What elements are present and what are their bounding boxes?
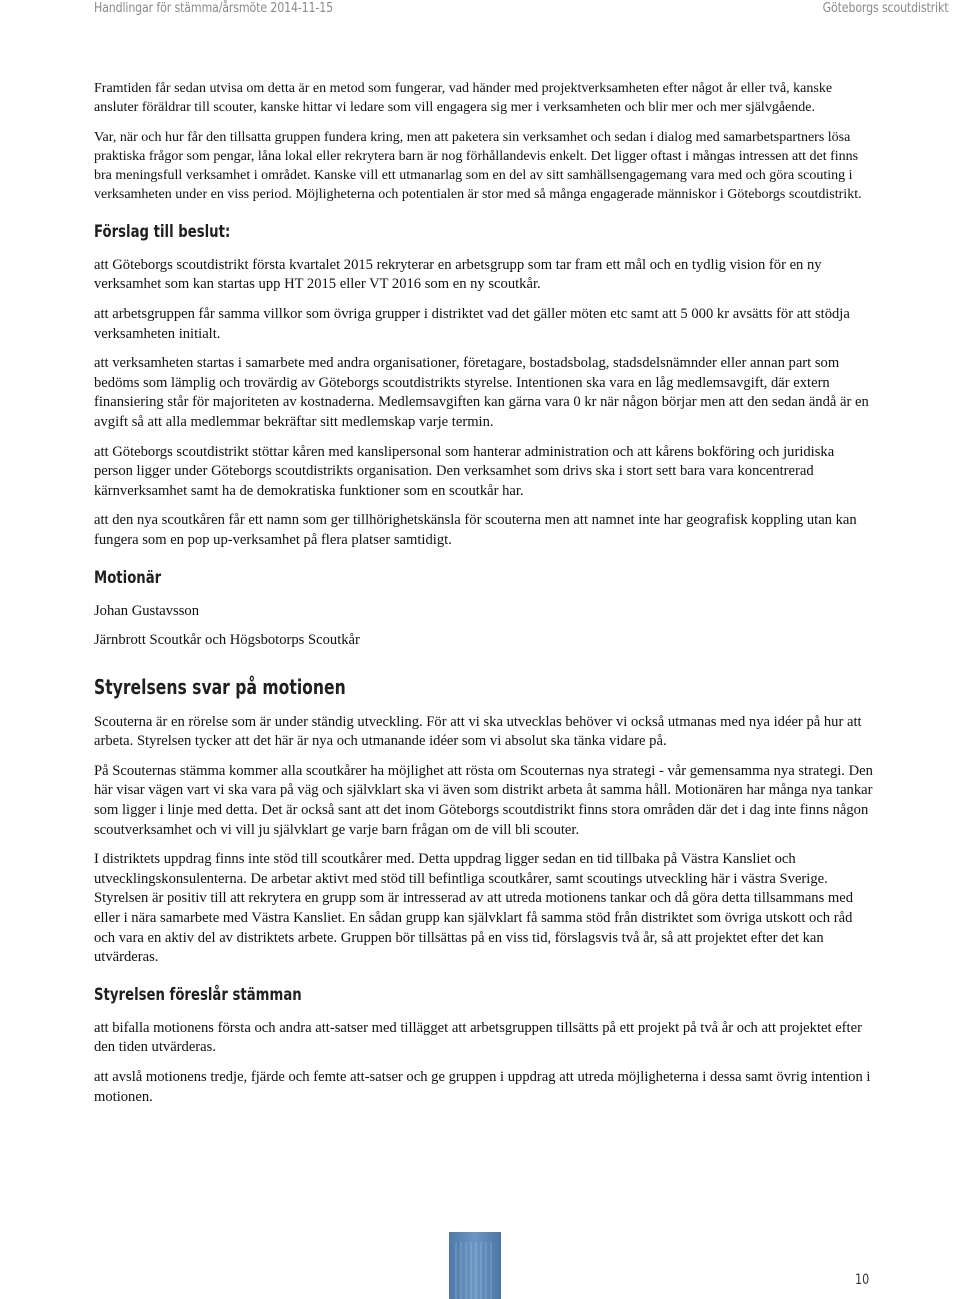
scout-logo-icon: [449, 1232, 501, 1299]
forslag-item: att arbetsgruppen får samma villkor som övriga grupper i distriktet vad det gäller möten etc samt att 5 000 kr avsätts för att stödja verksamheten initialt.: [94, 305, 850, 342]
svar-paragraph: I distriktets uppdrag finns inte stöd till scoutkårer med. Detta uppdrag ligger sedan en tid tillbaka på Västra Kansliet och utvecklingskonsulenterna. De arbetar aktivt med stöd till befintliga scoutkårer, samt scoutings utveckling här i västra Sverige. Styrelsen är positiv till att rekrytera en grupp som är intresserad av att utreda motionens tankar och då göra detta tillsammans med eller i nära samarbete med Västra Kansliet. En sådan grupp kan självklart få samma stöd från distriktet som övriga utskott och råd och vara en aktiv del av distriktets arbete. Gruppen bör tillsättas på en viss tid, förslagsvis två år, så att projektet efter det kan utvärderas.: [94, 851, 854, 966]
motionar-name: Johan Gustavsson: [94, 602, 199, 619]
forslag-item: att verksamheten startas i samarbete med andra organisationer, företagare, bostadsbolag, stadsdelsnämnder eller annan part som bedöms som lämplig och trovärdig av Göteborgs scoutdistrikts styrelse. Intentionen ska vara en låg medlemsavgift, där extern finansiering står för majoriteten av kostnaderna. Medlemsavgiften kan gärna vara 0 kr när någon börjar men att den sedan ändå är en avgift så att alla medlemmar bekräftar sitt medlemskap varje termin.: [94, 355, 869, 430]
header-organization: Göteborgs scoutdistrikt: [822, 0, 948, 16]
forslag-item: att den nya scoutkåren får ett namn som ger tillhörighetskänsla för scouterna men att namnet inte har geografisk koppling utan kan fungera som en pop up-verksamhet på flera platser samtidigt.: [94, 512, 857, 548]
page-number: 10: [855, 1272, 870, 1288]
header-document-title: Handlingar för stämma/årsmöte 2014-11-15: [94, 0, 334, 16]
motionar-heading: Motionär: [94, 567, 162, 588]
foreslar-item: att bifalla motionens första och andra att-satser med tillägget att arbetsgruppen tillsätts på ett projekt på två år och att projektet efter den tiden utvärderas.: [94, 1019, 862, 1056]
foreslar-heading: Styrelsen föreslår stämman: [94, 984, 302, 1005]
foreslar-item: att avslå motionens tredje, fjärde och femte att-satser och ge gruppen i uppdrag att utreda möjligheterna i dessa samt övrig intention i motionen.: [94, 1069, 871, 1105]
intro-paragraph: Framtiden får sedan utvisa om detta är en metod som fungerar, vad händer med projektverksamheten efter något år eller två, kanske ansluter föräldrar till scouter, kanske hittar vi ledare som vill engagera sig mer i verksamheten och blir mer och mer självgående.: [94, 81, 833, 116]
forslag-heading: Förslag till beslut:: [94, 221, 231, 242]
page-header: [0, 0, 960, 20]
svar-heading: Styrelsens svar på motionen: [94, 674, 346, 699]
document-body: [94, 79, 874, 1117]
intro-paragraph: Var, när och hur får den tillsatta gruppen fundera kring, men att paketera sin verksamhet och sedan i dialog med samarbetspartners lösa praktiska frågor som pengar, låna lokal eller rekrytera barn är nog förhållandevis enkelt. Det ligger oftast i mångas intressen att det finns bra meningsfull verksamhet i området. Kanske vill ett utmanarlag som en del av sitt samhällsengagemang vara med och göra scouting i verksamheten under en viss period. Möjligheterna och potentialen är stor med så många engagerade människor i Göteborgs scoutdistrikt.: [94, 129, 862, 203]
svar-paragraph: Scouterna är en rörelse som är under ständig utveckling. För att vi ska utvecklas behöver vi också utmanas med nya idéer på hur att arbeta. Styrelsen tycker att det här är nya och utmanande idéer som vi absolut ska tänka vidare på.: [94, 713, 862, 750]
svar-paragraph: På Scouternas stämma kommer alla scoutkårer ha möjlighet att rösta om Scouternas nya strategi - vår gemensamma nya strategi. Den här visar vägen vart vi ska vara på väg och självklart ska vi även som distrikt arbeta åt samma håll. Motionären har många nya tankar som ligger i linje med detta. Det är också sant att det inom Göteborgs scoutdistrikt finns stora områden där det i dag inte finns någon scoutverksamhet och vi vill ju självklart ge varje barn frågan om de vill bli scouter.: [94, 762, 873, 838]
forslag-item: att Göteborgs scoutdistrikt första kvartalet 2015 rekryterar en arbetsgrupp som tar fram ett mål och en tydlig vision för en ny verksamhet som kan startas upp HT 2015 eller VT 2016 som en ny scoutkår.: [94, 256, 822, 293]
forslag-item: att Göteborgs scoutdistrikt stöttar kåren med kanslipersonal som hanterar administration och att kårens bokföring och juridiska person ligger under Göteborgs scoutdistrikts organisation. Den verksamhet som drivs ska i stort sett bara vara koncentrerad kärnverksamhet samt ha de demokratiska funktioner som en scoutkår har.: [94, 443, 835, 499]
motionar-org: Järnbrott Scoutkår och Högsbotorps Scoutkår: [94, 632, 360, 649]
